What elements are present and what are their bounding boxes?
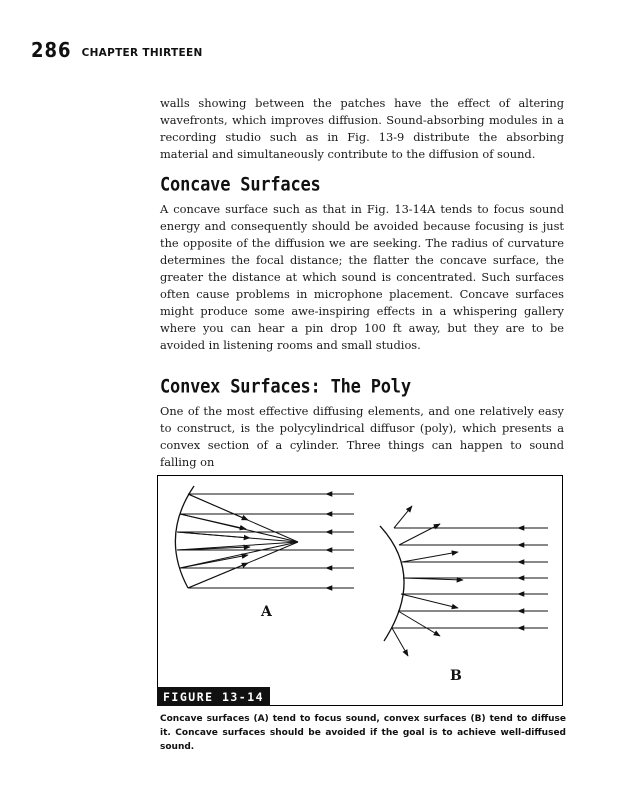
concave-diagram-a [175,486,354,588]
convex-surface [380,526,404,641]
heading-concave-surfaces: Concave Surfaces [160,174,321,196]
concave-surface [175,486,194,588]
convex-surfaces-paragraph: One of the most effective diffusing elements, and one relatively easy to construct, is the polycylindrical diffusor (poly), which presents a convex section of a cylinder. Three things can happen to sound falling on [160,404,564,469]
chapter-title: CHAPTER THIRTEEN [81,47,203,59]
intro-paragraph: walls showing between the patches have the effect of altering wavefronts, which improves diffusion. Sound-absorbing modules in a recording studio such as in Fig. 13-9 distribute the absorbing material and simultaneously contribute to the diffusion of sound. [160,96,564,161]
figure-13-14 [157,475,563,706]
page-header [31,40,203,61]
figure-label-a: A [261,604,272,620]
concave-surfaces-paragraph: A concave surface such as that in Fig. 13-14A tends to focus sound energy and consequently should be avoided because focusing is just the opposite of the diffusion we are seeking. The radius of curvature determines the focal distance; the flatter the concave surface, the greater the distance at which sound is concentrated. Such surfaces often cause problems in microphone placement. Concave surfaces might produce some awe-inspiring effects in a whispering gallery where you can hear a pin drop 100 ft away, but they are to be avoided in listening rooms and small studios. [160,202,564,352]
figure-label-b: B [450,668,462,684]
figure-diagram [158,476,562,705]
page-number: 286 [31,38,72,63]
heading-convex-surfaces: Convex Surfaces: The Poly [160,376,411,398]
convex-diagram-b [380,506,548,656]
figure-caption: Concave surfaces (A) tend to focus sound, convex surfaces (B) tend to diffuse it. Concave surfaces should be avoided if the goal is to achieve well-diffused sound. [160,714,566,752]
figure-tag: FIGURE 13-14 [157,687,270,706]
